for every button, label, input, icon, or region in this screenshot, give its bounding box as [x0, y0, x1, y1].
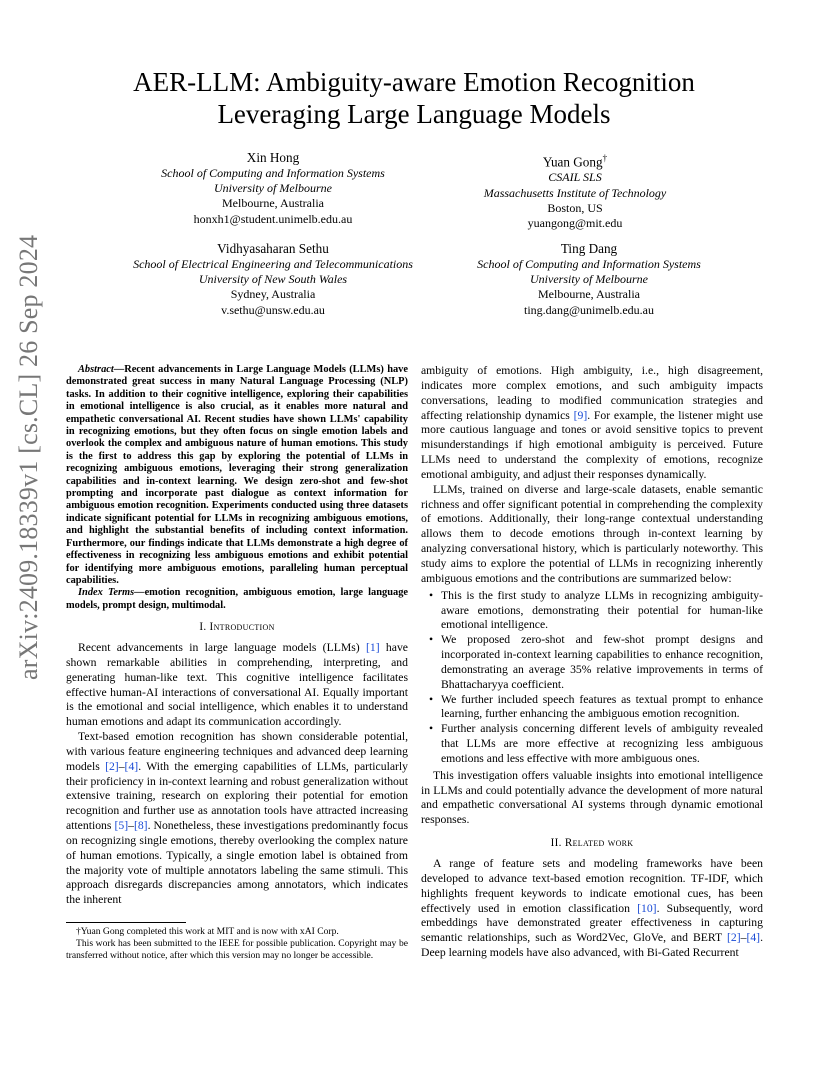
- list-item: • This is the first study to analyze LLMs in recognizing ambiguity-aware emotions, demonstrating their potential for human-like emotional intelligence.: [441, 589, 763, 634]
- author-email: ting.dang@unimelb.edu.au: [523, 302, 655, 317]
- author-affiliation: School of Computing and Information Systems: [161, 166, 385, 180]
- author-block-3: [90, 241, 456, 318]
- citation-link[interactable]: [8]: [133, 819, 148, 833]
- section-heading-introduction: I. Introduction: [199, 621, 275, 634]
- left-column: [66, 364, 408, 908]
- section-heading-related-work: II. Related work: [550, 837, 634, 850]
- citation-link[interactable]: [4]: [746, 931, 761, 945]
- list-item: • Further analysis concerning different levels of ambiguity revealed that LLMs are more effective at recognizing less ambiguous emotions and less effective with more ambiguous ones.: [441, 722, 763, 767]
- author-location: Sydney, Australia: [230, 287, 316, 302]
- author-email: yuangong@mit.edu: [527, 216, 623, 230]
- paper-title: [90, 66, 738, 130]
- right-column: [421, 364, 763, 961]
- author-name: Yuan Gong: [542, 154, 603, 170]
- abstract-lead: Abstract: [78, 364, 114, 375]
- author-block-1: [108, 150, 438, 227]
- abstract: [66, 364, 408, 587]
- footnote-copyright: This work has been submitted to the IEEE for possible publication. Copyright may be transferred without notice, after which this version may no longer be accessible.: [66, 938, 408, 961]
- author-institution: University of New South Wales: [198, 272, 348, 287]
- abstract-text: —Recent advancements in Large Language Models (LLMs) have demonstrated great success in many Natural Language Processing (NLP) tasks. In addition to their cognitive intelligence, exploring their capabilities in emotional intelligence is also crucial, as it enables more natural and empathetic conversational AI. Recent studies have shown LLMs' capability in recognizing emotions, but they often focus on single emotion labels and overlook the complex and ambiguous nature of human emotions. This study is the first to address this gap by exploring the potential of LLMs in recognizing ambiguous emotions, leveraging their strong generalization capabilities and in-context learning. We design zero-shot and few-shot prompting and incorporate past dialogue as context information for ambiguous emotion recognition. Experiments conducted using three datasets indicate significant potential for LLMs in recognizing ambiguous emotions, and highlight the substantial benefits of including context information. Furthermore, our findings indicate that LLMs demonstrate a high degree of effectiveness in recognizing less ambiguous emotions and exhibit potential for identifying more ambiguous emotions, paralleling human perceptual capabilities.: [66, 364, 408, 586]
- right-paragraph-3: This investigation offers valuable insights into emotional intelligence in LLMs and could potentially advance the development of more natural and empathetic conversational AI systems through dynamic emotional responses.: [421, 768, 763, 827]
- citation-link[interactable]: [1]: [365, 640, 380, 654]
- author-affiliation: School of Electrical Engineering and Telecommunications: [133, 257, 413, 271]
- footnote-rule: [66, 922, 186, 923]
- index-terms: [66, 587, 408, 612]
- author-location: Melbourne, Australia: [538, 287, 640, 302]
- list-item: • We proposed zero-shot and few-shot prompt designs and incorporated in-context learning capabilities to enhance recognition, demonstrating an average 35% relative improvements in terms of Bhattacharyya coefficient.: [441, 633, 763, 692]
- title-line-1: AER-LLM: Ambiguity-aware Emotion Recognition: [133, 67, 695, 97]
- arxiv-identifier: arXiv:2409.18339v1 [cs.CL] 26 Sep 2024: [14, 234, 43, 680]
- author-affiliation: School of Computing and Information Systems: [477, 257, 701, 271]
- contributions-list: [421, 589, 763, 767]
- author-name: Xin Hong: [246, 150, 300, 165]
- author-institution: Massachusetts Institute of Technology: [483, 185, 667, 200]
- list-item: • We further included speech features as textual prompt to enhance learning, further enhancing the ambiguous emotion recognition.: [441, 693, 763, 723]
- intro-paragraph-2: Text-based emotion recognition has shown considerable potential, with various feature engineering techniques and advanced deep learning models [2]–[4]. With the emerging capabilities of LLMs, particularly their proficiency in in-context learning and robust generalization without extensive training, research on exploring their potential for emotion recognition and further use as annotation tools have attracted increasing attentions [5]–[8]. Nonetheless, these investigations predominantly focus on recognizing single emotions, thereby overlooking the complex nature of human emotions. Typically, a single emotion label is obtained from the majority vote of multiple annotators labeling the same stimuli. This approach disregards discrepancies among annotators, which indicates the inherent: [66, 730, 409, 907]
- intro-paragraph-1: Recent advancements in large language models (LLMs) [1] have shown remarkable abilities in comprehending, interpreting, and generating human-like text. This cognitive intelligence facilitates effective human-AI interactions of conversational AI. Equally important is the emotional and social intelligence, which enables it to understand human emotions and adapt its communication accordingly.: [66, 640, 408, 729]
- citation-link[interactable]: [2]: [726, 931, 741, 945]
- index-terms-lead: Index Terms: [78, 587, 135, 599]
- author-email: honxh1@student.unimelb.edu.au: [193, 211, 353, 226]
- right-paragraph-2: LLMs, trained on diverse and large-scale datasets, enable semantic richness and offer significant potential in comprehending the complexity of emotions. Additionally, their long-range contextual understanding allows them to decode emotions through in-context learning by analyzing conversational history, which is particularly noteworthy. This study aims to explore the potential of LLMs in recognizing inherently ambiguous emotions and the contributions are summarized below:: [421, 482, 763, 585]
- author-email: v.sethu@unsw.edu.au: [221, 302, 325, 317]
- citation-link[interactable]: [4]: [124, 759, 139, 773]
- author-block-4: [424, 241, 754, 318]
- author-name: Ting Dang: [560, 241, 618, 256]
- author-block-2: [410, 150, 740, 231]
- index-terms-text: —emotion recognition, ambiguous emotion, large language models, prompt design, multimodal.: [66, 587, 408, 611]
- dagger-mark: †: [602, 153, 608, 163]
- right-paragraph-1: ambiguity of emotions. High ambiguity, i.e., high disagreement, indicates more complex emotions, and such ambiguity impacts conversations, leading to modified communication strategies and affecting relationship dynamics [9]. For example, the listener might use more cautious language and tones or avoid sensitive topics to prevent misunderstandings if high emotional ambiguity is perceived. Future LLMs need to understand the complexity of emotions, recognize emotional ambiguity, and adjust their responses dynamically.: [421, 364, 763, 481]
- footnotes: [66, 922, 408, 962]
- citation-link[interactable]: [10]: [637, 901, 657, 915]
- related-paragraph-1: A range of feature sets and modeling frameworks have been developed to advance text-based emotion recognition. TF-IDF, which highlights frequent keywords to indicate emotional cues, has been effectively used in emotion classification [10]. Subsequently, word embeddings have demonstrated greater effectiveness in capturing semantic relationships, such as Word2Vec, GloVe, and BERT [2]–[4]. Deep learning models have also advanced, with Bi-Gated Recurrent: [421, 857, 764, 960]
- footnote-affiliation: †Yuan Gong completed this work at MIT and is now with xAI Corp.: [76, 926, 339, 937]
- author-name: Vidhyasaharan Sethu: [217, 241, 329, 256]
- citation-link[interactable]: [5]: [114, 819, 129, 833]
- author-institution: University of Melbourne: [214, 181, 332, 196]
- author-affiliation: CSAIL SLS: [548, 170, 602, 185]
- title-line-2: Leveraging Large Language Models: [217, 99, 611, 129]
- citation-link[interactable]: [2]: [105, 759, 119, 773]
- author-institution: University of Melbourne: [530, 272, 648, 287]
- author-location: Boston, US: [547, 200, 603, 215]
- author-location: Melbourne, Australia: [222, 196, 324, 211]
- citation-link[interactable]: [9]: [573, 408, 588, 422]
